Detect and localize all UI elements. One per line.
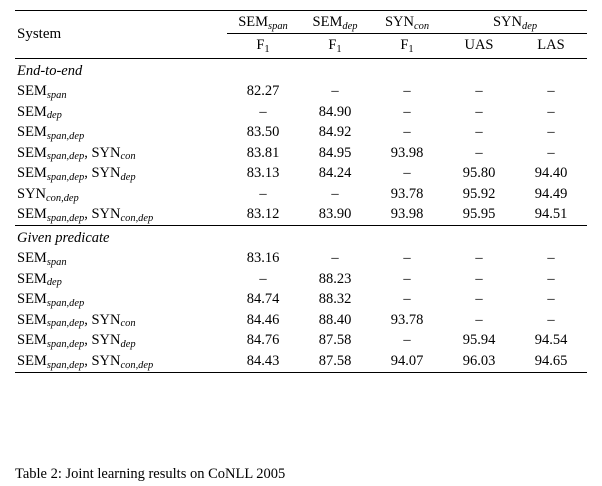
cell-value: – xyxy=(403,270,411,287)
column-header-f1-syn-con: $F_1$ xyxy=(400,37,414,55)
row-system-label: $SEM_{span,dep}$, $SYN_{con}$ xyxy=(17,144,136,163)
row-system-label: $SEM_{span,dep}$ xyxy=(17,291,85,309)
cell-value: – xyxy=(547,144,555,161)
cell-value: 94.65 xyxy=(515,351,587,372)
cell-value: 94.51 xyxy=(534,206,568,223)
cell-value: 83.12 xyxy=(246,206,280,223)
row-system-label: $SEM_{span}$ xyxy=(17,250,67,268)
table-row xyxy=(15,81,587,102)
column-group-sem-span: $SEM_{span}$ xyxy=(227,11,299,34)
table-header-groups xyxy=(15,11,587,34)
cell-value: 93.98 xyxy=(390,144,424,161)
cell-value: – xyxy=(403,124,411,141)
table-row xyxy=(15,163,587,184)
cell-value: 93.78 xyxy=(390,185,424,202)
cell-value: – xyxy=(475,144,483,161)
cell-value: – xyxy=(475,250,483,267)
cell-value: – xyxy=(475,83,483,99)
cell-value: – xyxy=(259,103,267,120)
cell-value: 83.13 xyxy=(246,165,280,182)
row-system-label: $SEM_{dep}$ xyxy=(17,270,62,289)
table-row xyxy=(15,122,587,143)
cell-value: 83.16 xyxy=(246,250,280,267)
cell-value: 83.90 xyxy=(318,206,352,223)
cell-value: 84.43 xyxy=(227,351,299,372)
cell-value: 88.23 xyxy=(318,270,352,287)
cell-value: – xyxy=(547,103,555,120)
cell-value: 95.95 xyxy=(462,206,496,223)
cell-value: 84.24 xyxy=(318,165,352,182)
cell-value: – xyxy=(475,124,483,141)
cell-value: – xyxy=(403,83,411,99)
cell-value: – xyxy=(547,291,555,308)
column-header-f1-sem-dep: $F_1$ xyxy=(328,37,342,55)
column-group-sem-dep: $SEM_{dep}$ xyxy=(299,11,371,34)
table-row xyxy=(15,102,587,123)
section-header-row xyxy=(15,59,587,82)
cell-value: 84.76 xyxy=(246,332,280,349)
row-system-label: $SEM_{span,dep}$, $SYN_{dep}$ xyxy=(17,332,136,351)
cell-value: 87.58 xyxy=(299,351,371,372)
table-row xyxy=(15,330,587,351)
cell-value: 84.74 xyxy=(246,291,280,308)
cell-value: – xyxy=(547,124,555,141)
cell-value: – xyxy=(547,270,555,287)
cell-value: – xyxy=(331,83,339,99)
column-header-f1-sem-span: $F_1$ xyxy=(256,37,270,55)
cell-value: – xyxy=(403,291,411,308)
cell-value: 87.58 xyxy=(318,332,352,349)
cell-value: – xyxy=(475,270,483,287)
cell-value: 95.92 xyxy=(462,185,496,202)
table-row xyxy=(15,184,587,205)
cell-value: – xyxy=(403,250,411,267)
cell-value: 88.32 xyxy=(318,291,352,308)
cell-value: 83.81 xyxy=(246,144,280,161)
cell-value: 96.03 xyxy=(443,351,515,372)
column-group-syn-dep: $SYN_{dep}$ xyxy=(443,11,587,34)
section-header-row xyxy=(15,226,587,249)
row-system-label: $SEM_{span,dep}$, $SYN_{con,dep}$ xyxy=(15,351,227,372)
row-system-label: $SEM_{span}$ xyxy=(17,83,67,101)
cell-value: 94.49 xyxy=(534,185,568,202)
cell-value: – xyxy=(475,291,483,308)
cell-value: – xyxy=(259,270,267,287)
section-title-given-predicate: Given predicate xyxy=(15,226,587,249)
cell-value: – xyxy=(403,165,411,182)
cell-value: – xyxy=(547,311,555,328)
cell-value: – xyxy=(547,250,555,267)
table-row xyxy=(15,310,587,331)
row-system-label: $SYN_{con,dep}$ xyxy=(17,185,79,204)
row-system-label: $SEM_{span,dep}$, $SYN_{con}$ xyxy=(17,311,136,330)
table-row xyxy=(15,269,587,290)
row-system-label: $SEM_{dep}$ xyxy=(17,103,62,122)
cell-value: – xyxy=(403,332,411,349)
cell-value: 83.50 xyxy=(246,124,280,141)
cell-value: – xyxy=(259,185,267,202)
cell-value: 84.92 xyxy=(318,124,352,141)
cell-value: 84.95 xyxy=(318,144,352,161)
cell-value: 94.07 xyxy=(371,351,443,372)
table-row xyxy=(15,248,587,269)
cell-value: 95.94 xyxy=(462,332,496,349)
column-header-system: System xyxy=(15,11,227,59)
row-system-label: $SEM_{span,dep}$, $SYN_{con,dep}$ xyxy=(17,206,154,225)
cell-value: 84.46 xyxy=(246,311,280,328)
cell-value: – xyxy=(403,103,411,120)
table-row xyxy=(15,204,587,225)
results-table xyxy=(15,10,587,373)
cell-value: – xyxy=(547,83,555,99)
cell-value: – xyxy=(331,185,339,202)
cell-value: 94.54 xyxy=(534,332,568,349)
table-row xyxy=(15,289,587,310)
cell-value: 94.40 xyxy=(534,165,568,182)
paper-table-figure xyxy=(0,10,602,486)
cell-value: 93.98 xyxy=(390,206,424,223)
row-system-label: $SEM_{span,dep}$, $SYN_{dep}$ xyxy=(17,165,136,184)
row-system-label: $SEM_{span,dep}$ xyxy=(17,124,85,142)
table-caption: Table 2: Joint learning results on CoNLL 2005 xyxy=(15,466,286,483)
cell-value: 84.90 xyxy=(318,103,352,120)
cell-value: 82.27 xyxy=(246,83,280,99)
table-row xyxy=(15,351,587,372)
cell-value: 95.80 xyxy=(462,165,496,182)
column-group-syn-con: $SYN_{con}$ xyxy=(371,11,443,34)
cell-value: – xyxy=(475,103,483,120)
column-header-las: LAS xyxy=(537,37,565,53)
cell-value: – xyxy=(331,250,339,267)
cell-value: 93.78 xyxy=(390,311,424,328)
table-row xyxy=(15,143,587,164)
column-header-uas: UAS xyxy=(464,37,494,53)
cell-value: 88.40 xyxy=(318,311,352,328)
section-title-end-to-end: End-to-end xyxy=(15,59,587,82)
cell-value: – xyxy=(475,311,483,328)
